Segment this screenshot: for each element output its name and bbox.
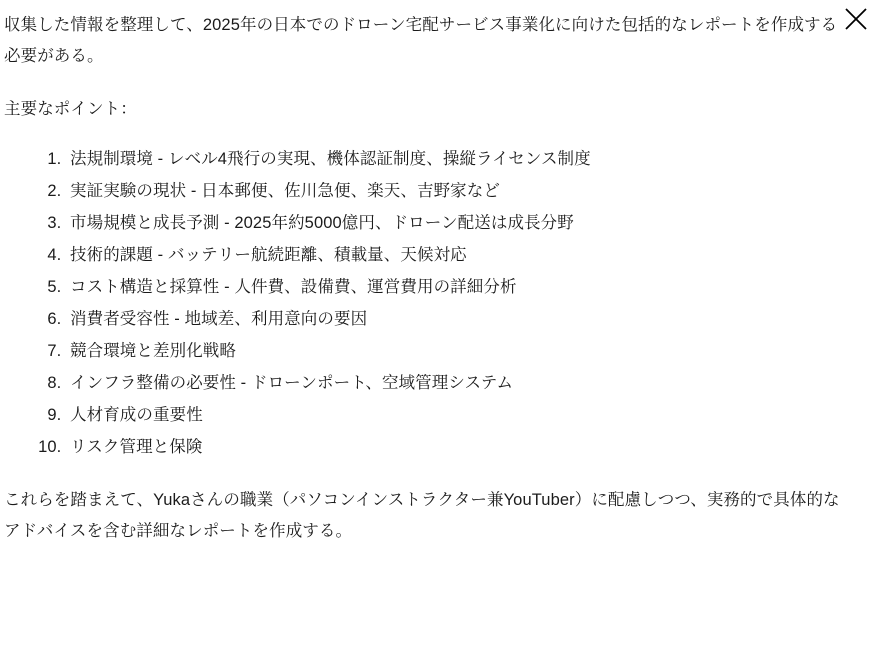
intro-paragraph: 収集した情報を整理して、2025年の日本でのドローン宅配サービス事業化に向けた包括的なレポートを作成する必要がある。 xyxy=(4,16,838,65)
list-item: 5. コスト構造と採算性 - 人件費、設備費、運営費用の詳細分析 xyxy=(66,271,855,303)
spacer xyxy=(4,129,855,143)
closing-paragraph: これらを踏まえて、Yukaさんの職業（パソコンインストラクター兼YouTuber）に配慮しつつ、実務的で具体的なアドバイスを含む詳細なレポートを作成する。 xyxy=(4,491,840,540)
list-item: 4. 技術的課題 - バッテリー航続距離、積載量、天候対応 xyxy=(66,239,855,271)
list-item: 6. 消費者受容性 - 地域差、利用意向の要因 xyxy=(66,303,855,335)
close-icon[interactable] xyxy=(839,2,873,36)
list-item: 7. 競合環境と差別化戦略 xyxy=(66,335,855,367)
close-icon-glyph xyxy=(843,6,869,32)
list-item: 9. 人材育成の重要性 xyxy=(66,399,855,431)
list-item: 8. インフラ整備の必要性 - ドローンポート、空域管理システム xyxy=(66,367,855,399)
spacer xyxy=(4,463,855,485)
points-heading: 主要なポイント： xyxy=(4,100,137,118)
spacer xyxy=(4,76,855,94)
list-item: 3. 市場規模と成長予測 - 2025年約5000億円、ドローン配送は成長分野 xyxy=(66,207,855,239)
list-item: 1. 法規制環境 - レベル4飛行の実現、機体認証制度、操縦ライセンス制度 xyxy=(66,143,855,175)
list-item: 2. 実証実験の現状 - 日本郵便、佐川急便、楽天、吉野家など xyxy=(66,175,855,207)
list-item: 10. リスク管理と保険 xyxy=(66,431,855,463)
key-points-list xyxy=(4,143,855,463)
